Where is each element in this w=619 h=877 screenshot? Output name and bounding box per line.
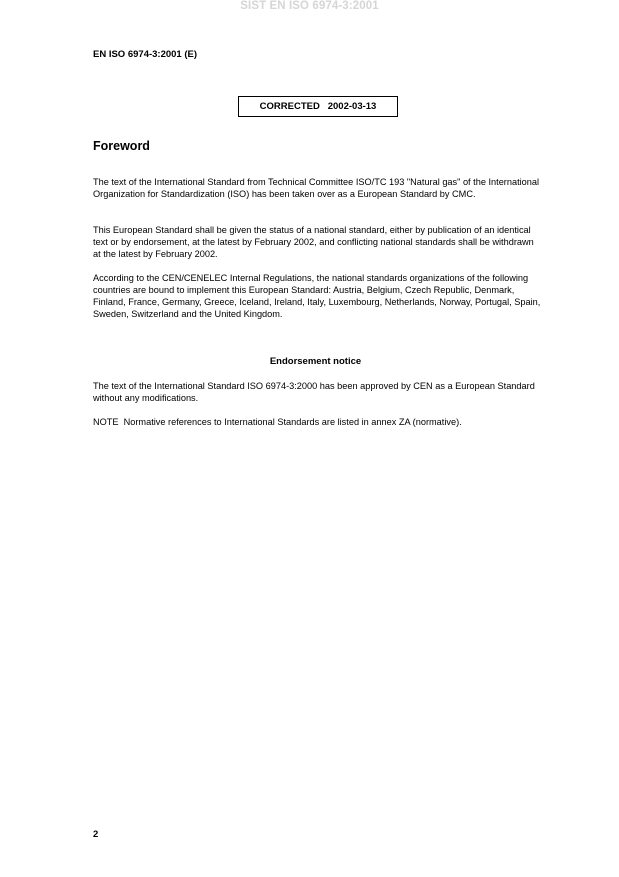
endorsement-heading: Endorsement notice <box>269 356 362 367</box>
corrected-stamp: CORRECTED 2002-03-13 <box>238 96 398 117</box>
watermark: SIST EN ISO 6974-3:2001 <box>240 0 379 12</box>
foreword-paragraph: According to the CEN/CENELEC Internal Regulations, the national standards organizations of the following countries are bound to implement this European Standard: Austria, Belgium, Czech Republic, Denmark, Finland, France, Germany, Greece, Iceland, Ireland, Italy, Luxembourg, Netherlands, Norway, Portugal, Spain, Sweden, Switzerland and the United Kingdom. <box>93 273 541 319</box>
endorsement-note: NOTE Normative references to International Standards are listed in annex ZA (normative). <box>93 417 462 427</box>
foreword-paragraph: The text of the International Standard from Technical Committee ISO/TC 193 "Natural gas" of the International Organization for Standardization (ISO) has been taken over as a European Standard by CMC. <box>93 177 540 199</box>
foreword-heading: Foreword <box>93 139 150 153</box>
document-id: EN ISO 6974-3:2001 (E) <box>93 49 198 60</box>
foreword-paragraph: This European Standard shall be given the status of a national standard, either by publication of an identical text or by endorsement, at the latest by February 2002, and conflicting national standards shall be withdrawn at the latest by February 2002. <box>93 225 534 259</box>
endorsement-text: The text of the International Standard ISO 6974-3:2000 has been approved by CEN as a European Standard without any modifications. <box>93 381 535 403</box>
page-number: 2 <box>93 829 99 840</box>
